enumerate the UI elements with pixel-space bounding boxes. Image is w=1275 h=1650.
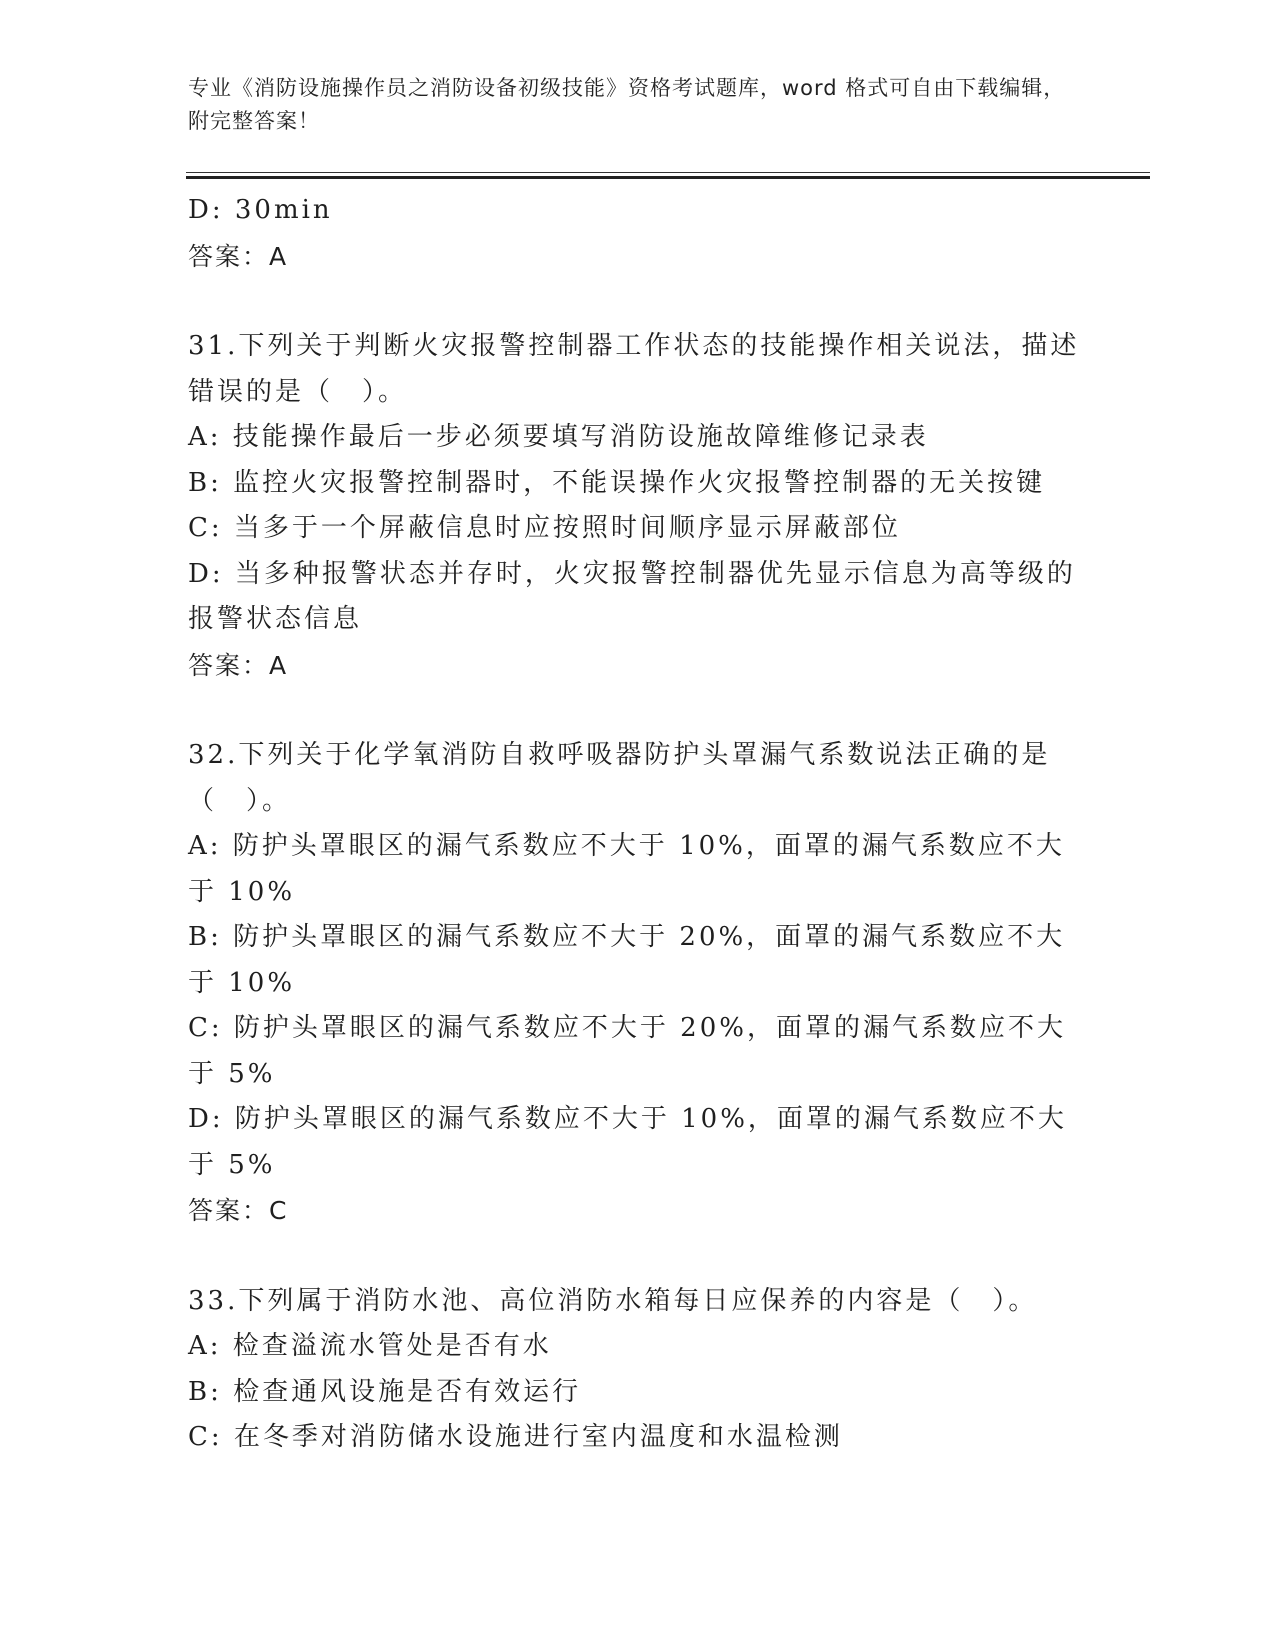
question-33-option-c: C: 在冬季对消防储水设施进行室内温度和水温检测 <box>188 1422 843 1452</box>
question-31-option-c: C: 当多于一个屏蔽信息时应按照时间顺序显示屏蔽部位 <box>188 513 901 543</box>
prev-answer: 答案：A <box>188 241 289 271</box>
question-content <box>188 188 1088 1461</box>
question-31-option-b: B: 监控火灾报警控制器时，不能误操作火灾报警控制器的无关按键 <box>188 467 1046 498</box>
question-32-option-d: D: 防护头罩眼区的漏气系数应不大于 10%，面罩的漏气系数应不大于 5% <box>188 1104 1067 1180</box>
question-33-stem: 33.下列属于消防水池、高位消防水箱每日应保养的内容是（ ）。 <box>188 1285 1038 1316</box>
spacer <box>188 279 1088 324</box>
question-31-option-d: D: 当多种报警状态并存时，火灾报警控制器优先显示信息为高等级的报警状态信息 <box>188 558 1076 634</box>
prev-option-d: D: 30min <box>188 195 333 225</box>
question-31-stem: 31.下列关于判断火灾报警控制器工作状态的技能操作相关说法，描述错误的是（ ）。 <box>188 331 1080 407</box>
question-32-stem: 32.下列关于化学氧消防自救呼吸器防护头罩漏气系数说法正确的是（ ）。 <box>188 740 1051 816</box>
question-31-answer: 答案：A <box>188 650 289 680</box>
header-divider-thick <box>186 176 1150 179</box>
spacer <box>188 688 1088 733</box>
question-32-option-b: B: 防护头罩眼区的漏气系数应不大于 20%，面罩的漏气系数应不大于 10% <box>188 922 1066 998</box>
question-31-option-a: A: 技能操作最后一步必须要填写消防设施故障维修记录表 <box>188 422 929 452</box>
question-32-option-a: A: 防护头罩眼区的漏气系数应不大于 10%，面罩的漏气系数应不大于 10% <box>188 831 1065 907</box>
document-header: 专业《消防设施操作员之消防设备初级技能》资格考试题库，word 格式可自由下载编辑，附完整答案！ <box>188 76 1066 133</box>
spacer <box>188 1234 1088 1279</box>
question-32-option-c: C: 防护头罩眼区的漏气系数应不大于 20%，面罩的漏气系数应不大于 5% <box>188 1013 1066 1089</box>
question-33-option-a: A: 检查溢流水管处是否有水 <box>188 1331 552 1361</box>
question-32-answer: 答案：C <box>188 1196 289 1225</box>
question-33-option-b: B: 检查通风设施是否有效运行 <box>188 1376 582 1407</box>
header-divider-thin <box>186 172 1150 173</box>
